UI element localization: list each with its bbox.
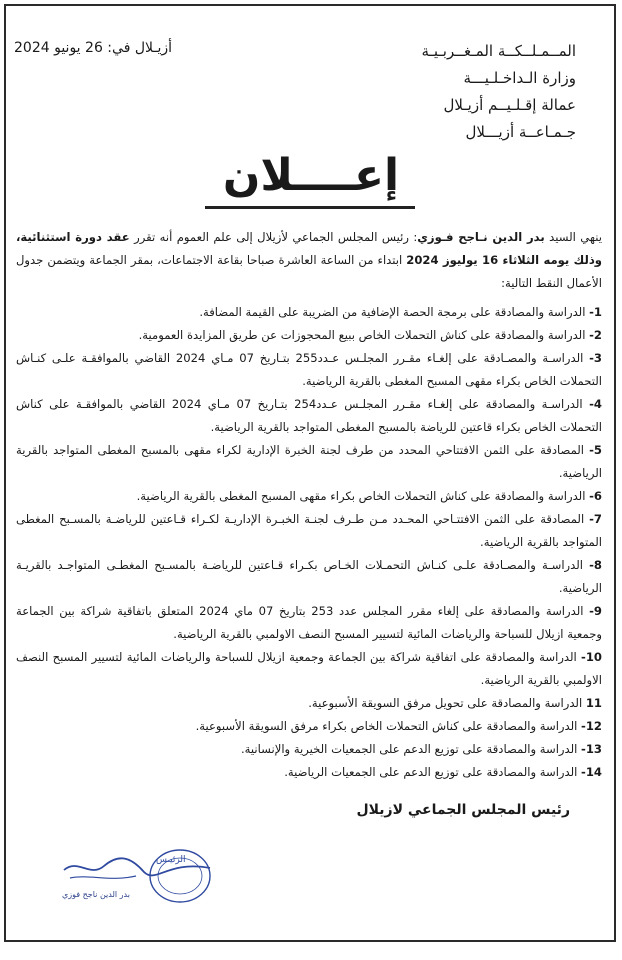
agenda-item bbox=[16, 439, 602, 485]
agenda-item-text: الدراسة والمصادقة على توزيع الدعم على الجمعيات الخيرية والإنسانية. bbox=[240, 742, 582, 756]
agenda-item-text: الدراسة والمصادقة على تحويل مرفق السويقة الأسبوعية. bbox=[308, 696, 586, 710]
agenda-list bbox=[16, 301, 602, 784]
agenda-item-number: 12- bbox=[581, 719, 602, 733]
agenda-item-number: 9- bbox=[589, 604, 602, 618]
header-line-province: عمالة إقـلـيــم أزيـلال bbox=[443, 96, 576, 114]
announcement-body bbox=[16, 226, 602, 784]
agenda-item bbox=[16, 508, 602, 554]
agenda-item-text: الدراسـة والمصـادقة على إلغـاء مقـرر المجلـس عـدد255 بتـاريخ 07 مـاي 2024 القاضي بالموافقـة علـى كنـاش التحملات الخاص بكراء مقهى المسبح المغطى بالقرية الرياضية. bbox=[16, 351, 602, 388]
agenda-item-text: الدراسـة والمصادقة على إلغـاء مقـرر المجلـس عـدد254 بتـاريخ 07 مـاي 2024 القاضي بالموافقـة على كناش التحملات الخاص بكراء قاعتين للرياضة بالمسبح المغطى المتواجد بالقرية الرياضية. bbox=[16, 397, 602, 434]
agenda-item-text: الدراسـة والمصـادقة علـى كنـاش التحمـلات الخـاص بكـراء قـاعتين للرياضـة بالمسـبح المغطـى المتواجـد بالقريـة الرياضية. bbox=[16, 558, 602, 595]
agenda-item-text: الدراسة والمصادقة على كناش التحملات الخاص بكراء مقهى المسبح المغطى بالقرية الرياضية. bbox=[136, 489, 590, 503]
agenda-item-number: 14- bbox=[581, 765, 602, 779]
signatory-title: رئيس المجلس الجماعي لازيلال bbox=[356, 802, 570, 818]
issuer-header bbox=[421, 38, 576, 146]
stamp-heading: الرئيـس bbox=[156, 855, 186, 865]
intro-part-2: : رئيس المجلس الجماعي لأزيلال إلى علم العموم أنه تقرر bbox=[129, 230, 418, 244]
president-name: بدر الدين نـاجح فـوزي bbox=[417, 230, 545, 244]
agenda-item bbox=[16, 347, 602, 393]
agenda-item-number: 11 bbox=[585, 696, 602, 710]
agenda-item bbox=[16, 738, 602, 761]
agenda-item-number: 2- bbox=[589, 328, 602, 342]
agenda-item bbox=[16, 485, 602, 508]
agenda-item-number: 8- bbox=[589, 558, 602, 572]
agenda-item bbox=[16, 301, 602, 324]
document-title-text: إعــــلان bbox=[222, 150, 400, 201]
header-line-ministry: وزارة الـداخـلـيـــة bbox=[463, 69, 576, 87]
title-underline bbox=[205, 206, 415, 209]
document-title bbox=[0, 150, 622, 201]
agenda-item bbox=[16, 600, 602, 646]
agenda-item-text: الدراسة والمصادقة على إلغاء مقرر المجلس عدد 253 بتاريخ 07 ماي 2024 المتعلق باتفاقية شراكة بين الجماعة وجمعية ازيلال للسباحة والرياضات المائية لتسيير المسبح النصف الاولمبي بالقرية الرياضية. bbox=[16, 604, 602, 641]
agenda-item-text: الدراسة والمصادقة على اتفاقية شراكة بين الجماعة وجمعية ازيلال للسباحة والرياضات المائية لتسيير المسبح النصف الاولمبي بالقرية الرياضية. bbox=[16, 650, 602, 687]
stamp-name: بدر الدين ناجح فوزي bbox=[62, 890, 130, 899]
agenda-item bbox=[16, 554, 602, 600]
handwritten-signature bbox=[64, 858, 210, 875]
intro-paragraph bbox=[16, 226, 602, 295]
agenda-item bbox=[16, 646, 602, 692]
agenda-item-number: 10- bbox=[581, 650, 602, 664]
agenda-item-text: الدراسة والمصادقة على كناش التحملات الخاص ببيع المحجوزات عن طريق المزايدة العمومية. bbox=[138, 328, 590, 342]
agenda-item-number: 4- bbox=[589, 397, 602, 411]
header-line-commune: جـمـاعــة أزيـــلال bbox=[465, 123, 576, 141]
agenda-item-number: 3- bbox=[589, 351, 602, 365]
agenda-item-text: المصادقة على الثمن الافتتاحي المحدد من طرف لجنة الخبرة الإدارية لكراء مقهى بالمسبح المغطى المتواجد بالقرية الرياضية. bbox=[16, 443, 602, 480]
agenda-item-number: 5- bbox=[589, 443, 602, 457]
agenda-item bbox=[16, 692, 602, 715]
document-date: أزيـلال في: 26 يونيو 2024 bbox=[14, 40, 173, 56]
agenda-item-number: 7- bbox=[589, 512, 602, 526]
header-line-kingdom: المــمـلــكــة المـغــربـيـة bbox=[421, 42, 576, 60]
agenda-item bbox=[16, 715, 602, 738]
agenda-item bbox=[16, 324, 602, 347]
agenda-item-text: الدراسة والمصادقة على كناش التحملات الخاص بكراء مرفق السويقة الأسبوعية. bbox=[195, 719, 582, 733]
agenda-item-text: الدراسة والمصادقة على برمجة الحصة الإضافية من الضريبة على القيمة المضافة. bbox=[199, 305, 590, 319]
session-details: عقد دورة استثنائية، وذلك يومه الثلاثاء 16 يوليوز 2024 bbox=[16, 230, 602, 267]
signature-flourish bbox=[70, 876, 136, 878]
agenda-item-text: الدراسة والمصادقة على توزيع الدعم على الجمعيات الرياضية. bbox=[284, 765, 582, 779]
agenda-item-text: المصادقة على الثمن الافتتـاحي المحـدد مـن طـرف لجنـة الخبـرة الإداريـة لكـراء قـاعتين للرياضـة بالمسـبح المغطى المتواجد بالقرية الرياضية. bbox=[16, 512, 602, 549]
agenda-item bbox=[16, 761, 602, 784]
intro-part-1: ينهي السيد bbox=[544, 230, 602, 244]
agenda-item-number: 6- bbox=[589, 489, 602, 503]
agenda-item bbox=[16, 393, 602, 439]
intro-part-3: ابتداء من الساعة العاشرة صباحا بقاعة الاجتماعات، بمقر الجماعة ويتضمن جدول الأعمال النقط التالية: bbox=[16, 253, 602, 290]
agenda-item-number: 13- bbox=[581, 742, 602, 756]
agenda-item-number: 1- bbox=[589, 305, 602, 319]
